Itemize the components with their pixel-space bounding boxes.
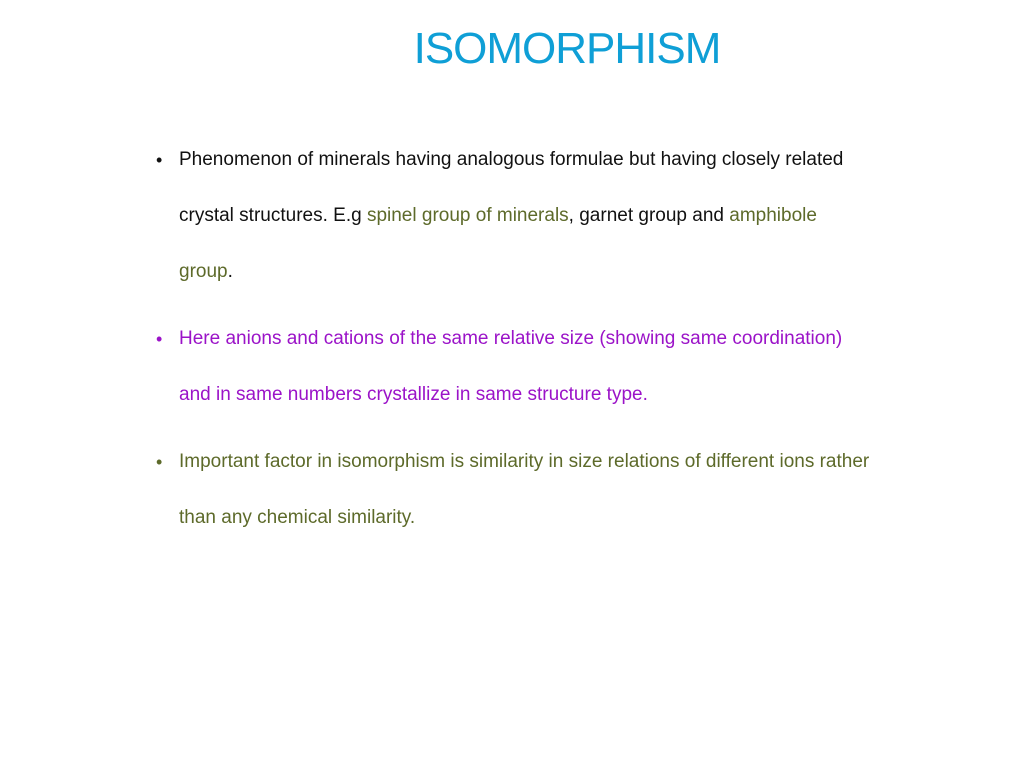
bullet-marker: • [156, 329, 163, 349]
bullet-item-important-factor [156, 434, 876, 546]
highlight-spinel-group: spinel group of minerals [366, 205, 569, 226]
bullet-item-anions-cations [156, 311, 876, 423]
bullet-text-end: . [227, 261, 233, 282]
bullet-text-mid: , garnet group and [568, 205, 730, 226]
bullet-marker: • [156, 150, 163, 170]
bullet-marker: • [156, 452, 163, 472]
highlight-amphibole-group: amphibole group [179, 205, 817, 282]
bullet-text: Here anions and cations of the same relative size (showing same coordination) and in same numbers crystallize in same structure type. [179, 328, 843, 405]
bullet-list [156, 132, 876, 557]
slide-title: ISOMORPHISM [413, 24, 721, 73]
bullet-text: Important factor in isomorphism is similarity in size relations of different ions rather than any chemical similarity. [179, 451, 870, 528]
bullet-item-definition [156, 132, 876, 300]
bullet-text: Phenomenon of minerals having analogous formulae but having closely related crystal structures. E.g [179, 149, 844, 226]
